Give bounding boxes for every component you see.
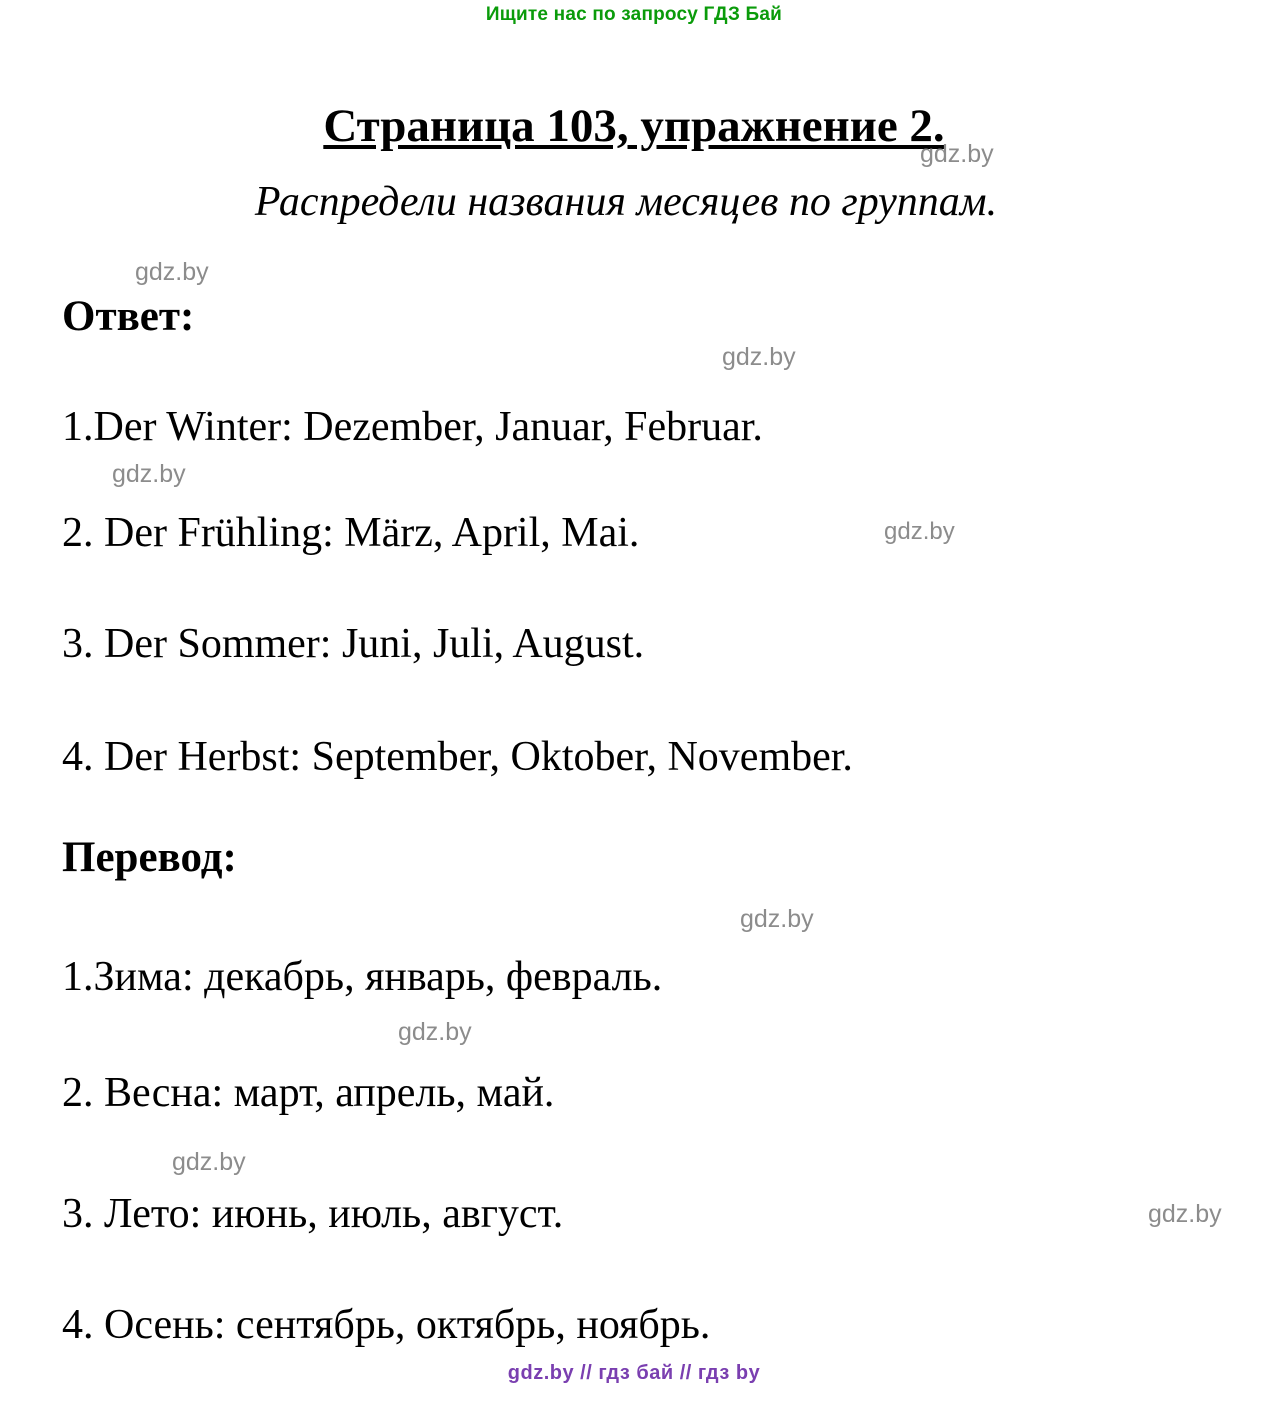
answer-item: 3. Der Sommer: Juni, Juli, August. bbox=[62, 621, 645, 667]
watermark: gdz.by bbox=[172, 1148, 246, 1176]
translation-item: 4. Осень: сентябрь, октябрь, ноябрь. bbox=[62, 1302, 711, 1348]
answer-item: 4. Der Herbst: September, Oktober, November. bbox=[62, 734, 853, 780]
watermark: gdz.by bbox=[884, 518, 955, 545]
top-promo-banner: Ищите нас по запросу ГДЗ Бай bbox=[485, 4, 783, 25]
translation-heading: Перевод: bbox=[62, 834, 237, 881]
page-title-text: Страница 103, упражнение 2. bbox=[323, 100, 945, 153]
watermark: gdz.by bbox=[722, 343, 796, 371]
watermark: gdz.by bbox=[1148, 1200, 1222, 1228]
translation-item: 3. Лето: июнь, июль, август. bbox=[62, 1191, 564, 1237]
watermark: gdz.by bbox=[920, 140, 994, 168]
watermark: gdz.by bbox=[398, 1018, 472, 1046]
watermark: gdz.by bbox=[112, 460, 186, 488]
watermark: gdz.by bbox=[135, 258, 209, 286]
bottom-promo-banner: gdz.by // гдз бай // гдз by bbox=[507, 1362, 761, 1384]
answer-item: 2. Der Frühling: März, April, Mai. bbox=[62, 510, 640, 556]
translation-item: 1.Зима: декабрь, январь, февраль. bbox=[62, 954, 663, 1000]
answer-item: 1.Der Winter: Dezember, Januar, Februar. bbox=[62, 404, 763, 450]
watermark: gdz.by bbox=[740, 905, 814, 933]
task-instruction: Распредели названия месяцев по группам. bbox=[254, 179, 998, 225]
page-title bbox=[0, 99, 1268, 153]
translation-item: 2. Весна: март, апрель, май. bbox=[62, 1070, 555, 1116]
answer-heading: Ответ: bbox=[62, 293, 195, 340]
